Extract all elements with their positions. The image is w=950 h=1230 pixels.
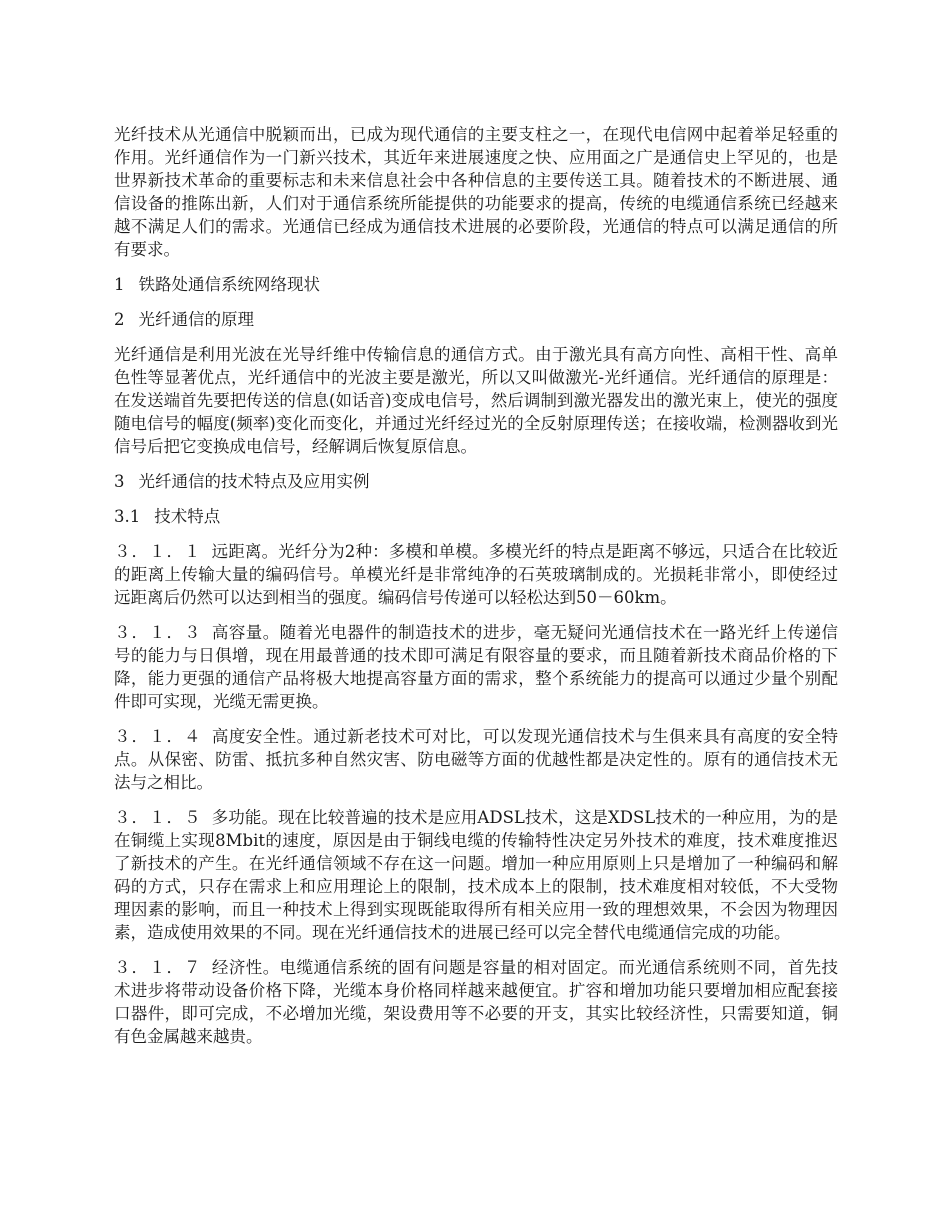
item-paragraph-3-1-4	[114, 725, 838, 794]
item-number: ３．１．７	[114, 958, 202, 977]
item-number: ３．１．１	[114, 542, 202, 561]
item-text: 高度安全性。通过新老技术可对比，可以发现光通信技术与生俱来具有高度的安全特点。从保密、防雷、抵抗多种自然灾害、防电磁等方面的优越性都是决定性的。原有的通信技术无法与之相比。	[114, 727, 838, 792]
section-title: 铁路处通信系统网络现状	[138, 275, 320, 294]
section-title: 光纤通信的原理	[138, 310, 254, 329]
subsection-heading-3-1	[114, 505, 838, 528]
document-body	[114, 123, 838, 1060]
item-number: ３．１．３	[114, 623, 202, 642]
item-text: 远距离。光纤分为2种：多模和单模。多模光纤的特点是距离不够远，只适合在比较近的距离上传输大量的编码信号。单模光纤是非常纯净的石英玻璃制成的。光损耗非常小，即使经过远距离后仍然可以达到相当的强度。编码信号传递可以轻松达到50－60km。	[114, 542, 838, 607]
item-paragraph-3-1-3	[114, 621, 838, 713]
section-title: 光纤通信的技术特点及应用实例	[138, 472, 370, 491]
item-number: ３．１．５	[114, 808, 202, 827]
subsection-number: 3.1	[114, 507, 141, 526]
item-text: 多功能。现在比较普遍的技术是应用ADSL技术，这是XDSL技术的一种应用，为的是在铜缆上实现8Mbit的速度，原因是由于铜线电缆的传输特性决定另外技术的难度，技术难度推迟了新技术的产生。在光纤通信领域不存在这一问题。增加一种应用原则上只是增加了一种编码和解码的方式，只存在需求上和应用理论上的限制，技术成本上的限制，技术难度相对较低，不大受物理因素的影响，而且一种技术上得到实现既能取得所有相关应用一致的理想效果，不会因为物理因素，造成使用效果的不同。现在光纤通信技术的进展已经可以完全替代电缆通信完成的功能。	[114, 808, 838, 942]
intro-paragraph: 光纤技术从光通信中脱颖而出，已成为现代通信的主要支柱之一，在现代电信网中起着举足轻重的作用。光纤通信作为一门新兴技术，其近年来进展速度之快、应用面之广是通信史上罕见的，也是世界新技术革命的重要标志和未来信息社会中各种信息的主要传送工具。随着技术的不断进展、通信设备的推陈出新，人们对于通信系统所能提供的功能要求的提高，传统的电缆通信系统已经越来越不满足人们的需求。光通信已经成为通信技术进展的必要阶段，光通信的特点可以满足通信的所有要求。	[114, 125, 838, 259]
section-number: 1	[114, 275, 125, 294]
section-number: 2	[114, 310, 125, 329]
principle-paragraph: 光纤通信是利用光波在光导纤维中传输信息的通信方式。由于激光具有高方向性、高相干性、高单色性等显著优点，光纤通信中的光波主要是激光，所以又叫做激光-光纤通信。光纤通信的原理是：在发送端首先要把传送的信息(如话音)变成电信号，然后调制到激光器发出的激光束上，使光的强度随电信号的幅度(频率)变化而变化，并通过光纤经过光的全反射原理传送；在接收端，检测器收到光信号后把它变换成电信号，经解调后恢复原信息。	[114, 345, 838, 456]
item-number: ３．１．４	[114, 727, 202, 746]
section-number: 3	[114, 472, 125, 491]
item-text: 经济性。电缆通信系统的固有问题是容量的相对固定。而光通信系统则不同，首先技术进步将带动设备价格下降，光缆本身价格同样越来越便宜。扩容和增加功能只要增加相应配套接口器件，即可完成，不必增加光缆，架设费用等不必要的开支，其实比较经济性，只需要知道，铜有色金属越来越贵。	[114, 958, 838, 1046]
item-paragraph-3-1-1	[114, 540, 838, 609]
section-heading-2	[114, 308, 838, 331]
subsection-title: 技术特点	[154, 507, 221, 526]
item-paragraph-3-1-5	[114, 806, 838, 944]
section-heading-3	[114, 470, 838, 493]
item-text: 高容量。随着光电器件的制造技术的进步，毫无疑问光通信技术在一路光纤上传递信号的能力与日俱增，现在用最普通的技术即可满足有限容量的要求，而且随着新技术商品价格的下降，能力更强的通信产品将极大地提高容量方面的需求，整个系统能力的提高可以通过少量个别配件即可实现，光缆无需更换。	[114, 623, 838, 711]
item-paragraph-3-1-7	[114, 956, 838, 1048]
section-heading-1	[114, 273, 838, 296]
